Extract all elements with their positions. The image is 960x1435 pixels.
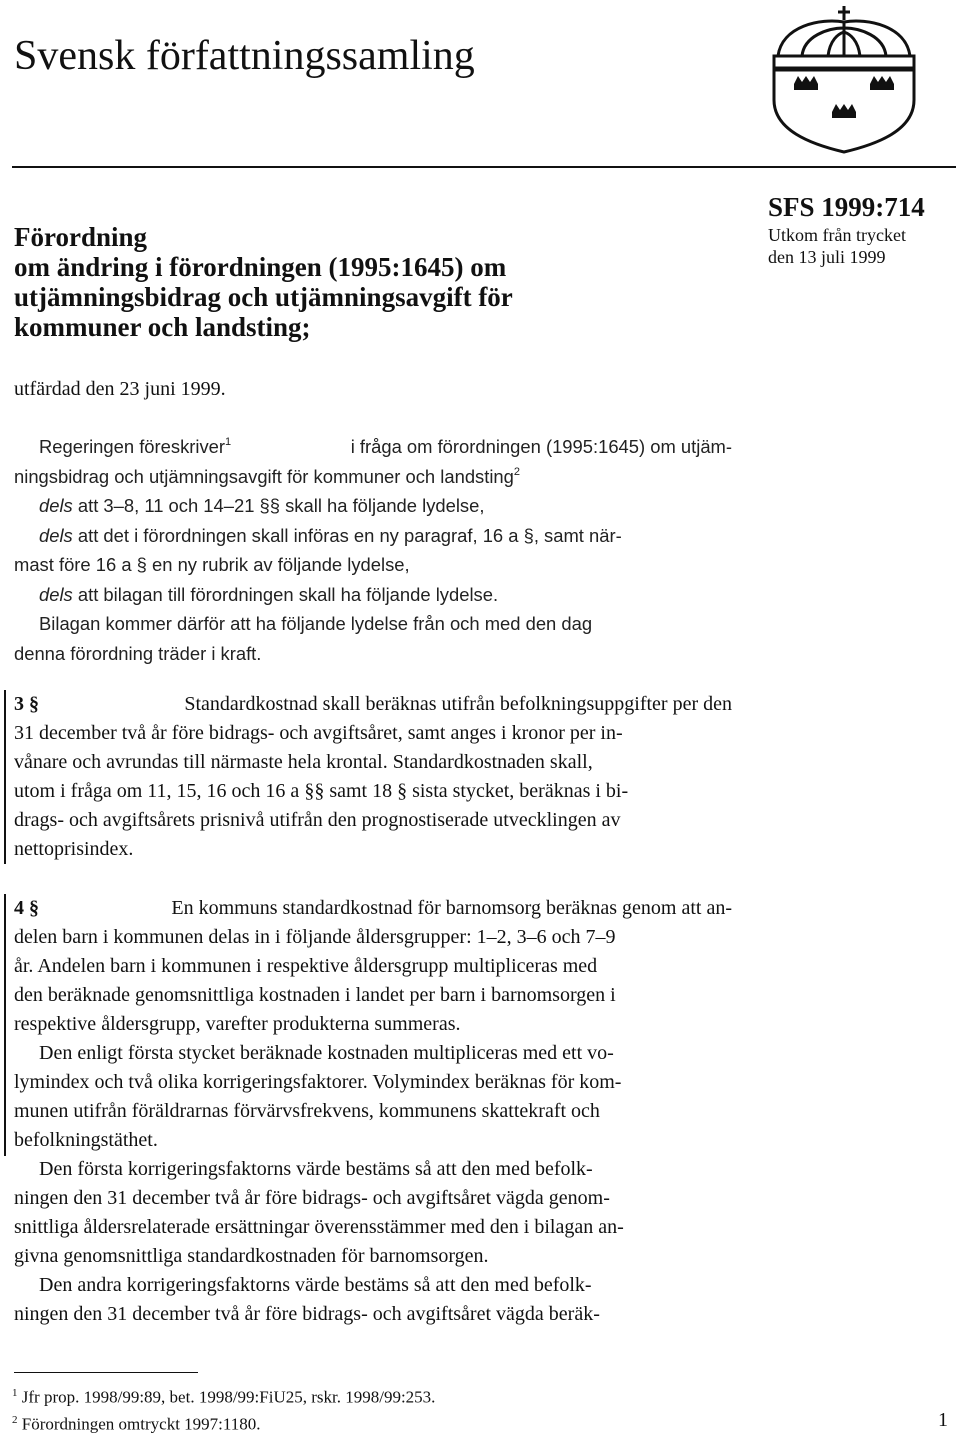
sfs-reference bbox=[768, 190, 925, 268]
publication-line: den 13 juli 1999 bbox=[768, 247, 886, 267]
footnote-ref: 1 bbox=[225, 436, 232, 448]
change-marker bbox=[4, 690, 6, 864]
section-line: 31 december två år före bidrags- och avgiftsåret, samt anges i kronor per in- bbox=[14, 722, 623, 744]
section-text: Standardkostnad skall beräknas utifrån befolkningsuppgifter per den bbox=[184, 693, 732, 715]
section-line: lymindex och två olika korrigeringsfaktorer. Volymindex beräknas för kom- bbox=[14, 1071, 622, 1093]
dels-label: dels bbox=[39, 524, 73, 546]
sfs-number: SFS 1999:714 bbox=[768, 192, 925, 222]
publication-line: Utkom från trycket bbox=[768, 225, 906, 245]
preamble-text bbox=[39, 432, 231, 462]
preamble-line: Bilagan kommer därför att ha följande lydelse från och med den dag bbox=[39, 613, 593, 634]
preamble-line bbox=[14, 580, 732, 610]
section-line: snittliga åldersrelaterade ersättningar överensstämmer med den i bilagan an- bbox=[14, 1216, 624, 1238]
document-title-line: om ändring i förordningen (1995:1645) om bbox=[14, 252, 507, 282]
section-line: befolkningstäthet. bbox=[14, 1129, 158, 1151]
preamble-text: att det i förordningen skall införas en ny paragraf, 16 a §, samt när- bbox=[77, 524, 622, 546]
section-line: utom i fråga om 11, 15, 16 och 16 a §§ samt 18 § sista stycket, beräknas i bi- bbox=[14, 780, 629, 802]
section-line: ningen den 31 december två år före bidrags- och avgiftsåret vägda genom- bbox=[14, 1187, 610, 1209]
preamble-line bbox=[14, 491, 732, 521]
preamble-text: ningsbidrag och utjämningsavgift för kommuner och landsting bbox=[14, 465, 514, 487]
footnote-number: 1 bbox=[12, 1387, 18, 1399]
section-line: nettoprisindex. bbox=[14, 838, 134, 860]
section-4 bbox=[14, 894, 732, 1329]
footnote-ref: 2 bbox=[513, 465, 521, 478]
publication-date bbox=[768, 224, 925, 268]
section-line bbox=[14, 690, 732, 719]
footnote-divider bbox=[14, 1372, 198, 1373]
section-3 bbox=[14, 690, 732, 864]
preamble-text: Regeringen föreskriver bbox=[39, 436, 226, 457]
document-title-line: Förordning bbox=[14, 222, 148, 252]
section-text: En kommuns standardkostnad för barnomsorg beräknas genom att an- bbox=[171, 897, 732, 919]
section-line: Den andra korrigeringsfaktorns värde bestäms så att den med befolk- bbox=[39, 1274, 592, 1296]
section-number: 3 § bbox=[14, 693, 39, 715]
section-line: Den enligt första stycket beräknade kostnaden multipliceras med ett vo- bbox=[39, 1042, 614, 1064]
preamble-line: denna förordning träder i kraft. bbox=[14, 642, 262, 664]
dels-label: dels bbox=[39, 583, 73, 605]
section-line: den beräknade genomsnittliga kostnaden i landet per barn i barnomsorgen i bbox=[14, 984, 616, 1006]
section-line bbox=[14, 894, 732, 923]
section-line: delen barn i kommunen delas in i följande åldersgrupper: 1–2, 3–6 och 7–9 bbox=[14, 926, 616, 948]
preamble-text: i fråga om förordningen (1995:1645) om utjäm- bbox=[350, 436, 732, 457]
section-line: vånare och avrundas till närmaste hela krontal. Standardkostnaden skall, bbox=[14, 751, 593, 773]
publication-title: Svensk författningssamling bbox=[14, 33, 475, 79]
preamble-text: att bilagan till förordningen skall ha följande lydelse. bbox=[77, 583, 499, 605]
issued-date: utfärdad den 23 juni 1999. bbox=[14, 378, 226, 400]
footnote-text: Jfr prop. 1998/99:89, bet. 1998/99:FiU25, rskr. 1998/99:253. bbox=[21, 1387, 436, 1407]
section-line: ningen den 31 december två år före bidrags- och avgiftsåret vägda beräk- bbox=[14, 1303, 600, 1325]
document-title-line: kommuner och landsting; bbox=[14, 312, 311, 342]
section-number: 4 § bbox=[14, 897, 39, 919]
preamble-line bbox=[14, 432, 732, 462]
change-marker bbox=[4, 894, 6, 1156]
section-line: drags- och avgiftsårets prisnivå utifrån den prognostiserade utvecklingen av bbox=[14, 809, 621, 831]
preamble-line: mast före 16 a § en ny rubrik av följande lydelse, bbox=[14, 554, 410, 575]
section-line: munen utifrån föräldrarnas förvärvsfrekvens, kommunens skattekraft och bbox=[14, 1100, 600, 1122]
section-line: respektive åldersgrupp, varefter produkterna summeras. bbox=[14, 1013, 461, 1035]
page-number: 1 bbox=[938, 1409, 948, 1431]
section-line: givna genomsnittliga standardkostnaden för barnomsorgen. bbox=[14, 1245, 489, 1267]
section-line: år. Andelen barn i kommunen i respektive åldersgrupp multipliceras med bbox=[14, 955, 598, 977]
preamble-text: att 3–8, 11 och 14–21 §§ skall ha följande lydelse, bbox=[77, 495, 485, 516]
footnotes bbox=[12, 1382, 435, 1435]
coat-of-arms-icon bbox=[758, 4, 930, 154]
footnote-text: Förordningen omtryckt 1997:1180. bbox=[21, 1414, 261, 1434]
section-line: Den första korrigeringsfaktorns värde bestäms så att den med befolk- bbox=[39, 1158, 593, 1180]
preamble bbox=[14, 432, 732, 668]
footnote bbox=[12, 1409, 435, 1435]
footnote bbox=[12, 1382, 435, 1409]
footnote-number: 2 bbox=[12, 1413, 18, 1426]
dels-label: dels bbox=[39, 495, 73, 516]
document-title-line: utjämningsbidrag och utjämningsavgift för bbox=[14, 282, 513, 312]
preamble-line bbox=[14, 462, 732, 492]
preamble-line bbox=[14, 521, 732, 551]
document-title bbox=[14, 222, 654, 342]
header-divider bbox=[12, 166, 956, 168]
